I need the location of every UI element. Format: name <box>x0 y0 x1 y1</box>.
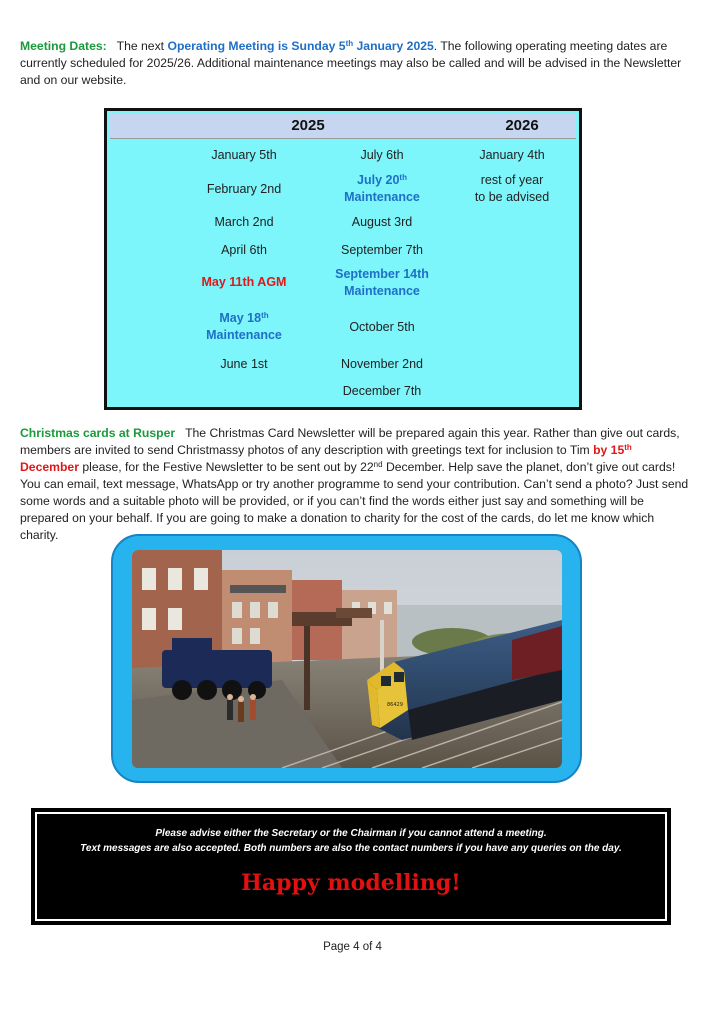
christmas-cards-label: Christmas cards at Rusper <box>20 426 176 440</box>
date-mar-2: March 2nd <box>214 215 274 229</box>
notice-box <box>31 808 671 925</box>
date-sep-14-maintenance: September 14th Maintenance <box>335 267 429 298</box>
rest-of-year-note: rest of year to be advised <box>474 173 550 204</box>
meeting-dates-table <box>104 108 582 410</box>
date-nov-2: November 2nd <box>341 357 423 371</box>
date-jan-5: January 5th <box>211 148 277 162</box>
date-jun-1: June 1st <box>220 357 268 371</box>
year-2026-heading: 2026 <box>505 117 539 134</box>
date-feb-2: February 2nd <box>206 182 282 196</box>
meeting-dates-label: Meeting Dates: <box>20 39 107 53</box>
year-2025-heading: 2025 <box>291 117 325 134</box>
meeting-dates-paragraph <box>20 38 690 89</box>
page-number: Page 4 of 4 <box>323 941 382 953</box>
notice-border <box>35 812 667 921</box>
date-dec-7: December 7th <box>342 384 422 398</box>
date-may-11-agm: May 11th AGM <box>201 275 287 289</box>
date-aug-3: August 3rd <box>351 215 413 229</box>
loco-number: 86429 <box>387 702 403 708</box>
dates-table-header <box>110 114 576 139</box>
notice-line-2: Text messages are also accepted. Both numbers are also the contact numbers if you have any queries on the day. <box>80 843 622 854</box>
date-oct-5: October 5th <box>349 320 415 334</box>
date-jul-6: July 6th <box>360 148 404 162</box>
date-sep-7: September 7th <box>341 243 423 257</box>
happy-modelling-text: Happy modelling! <box>241 870 461 896</box>
christmas-cards-paragraph: Christmas cards at Rusper The Christmas Card Newsletter will be prepared again this year. Rather than give out cards, members are invited to send Christmassy photos of any description with greetings text for inclusion to Tim by 15th December please, for the Festive Newsletter to be sent out by 22nd December. Help save the planet, don’t give out cards! You can email, text message, WhatsApp or try another programme to send your contribution. Can’t send a photo? Just send some words and a suitable photo will be provided, or if you can’t find the words either just say and something will be prepared on your behalf. If you are going to make a donation to charity for the cost of the cards, do let me know which charity. <box>20 426 689 542</box>
meeting-text-1: The next <box>116 39 165 53</box>
christmas-deadline: by 15th December <box>20 443 632 474</box>
christmas-text-1: The Christmas Card Newsletter will be prepared again this year. Rather than give out cards, members are invited to send Christmassy photos of any description with greetings text for inclusion to Tim <box>20 426 680 457</box>
date-may-18-maintenance: May 18th Maintenance <box>206 311 282 342</box>
model-railway-photo <box>132 550 562 768</box>
date-jan-4-2026: January 4th <box>479 148 545 162</box>
christmas-text-2: please, for the Festive Newsletter to be sent out by 22 <box>82 460 374 474</box>
notice-line-1: Please advise either the Secretary or the Chairman if you cannot attend a meeting. <box>155 828 547 839</box>
date-jul-20-maintenance: July 20th Maintenance <box>344 173 420 204</box>
photo-frame <box>111 534 582 783</box>
date-apr-6: April 6th <box>221 243 267 257</box>
christmas-text-3: December. Help save the planet, don’t give out cards! You can email, text message, WhatsApp or try another programme to send your contribution. Can’t send a photo? Just send some words and a suitable photo will be provided, or if you can’t find the words either just say and something will be prepared on your behalf. If you are going to make a donation to charity for the cost of the cards, do let me know which charity. <box>20 460 689 542</box>
operating-meeting-highlight: Operating Meeting is Sunday 5th January 2025 <box>167 39 434 53</box>
meeting-text-2: . The following operating meeting dates are currently scheduled for 2025/26. Additional maintenance meetings may also be called and will be advised in the Newsletter and on our website. <box>20 39 682 87</box>
